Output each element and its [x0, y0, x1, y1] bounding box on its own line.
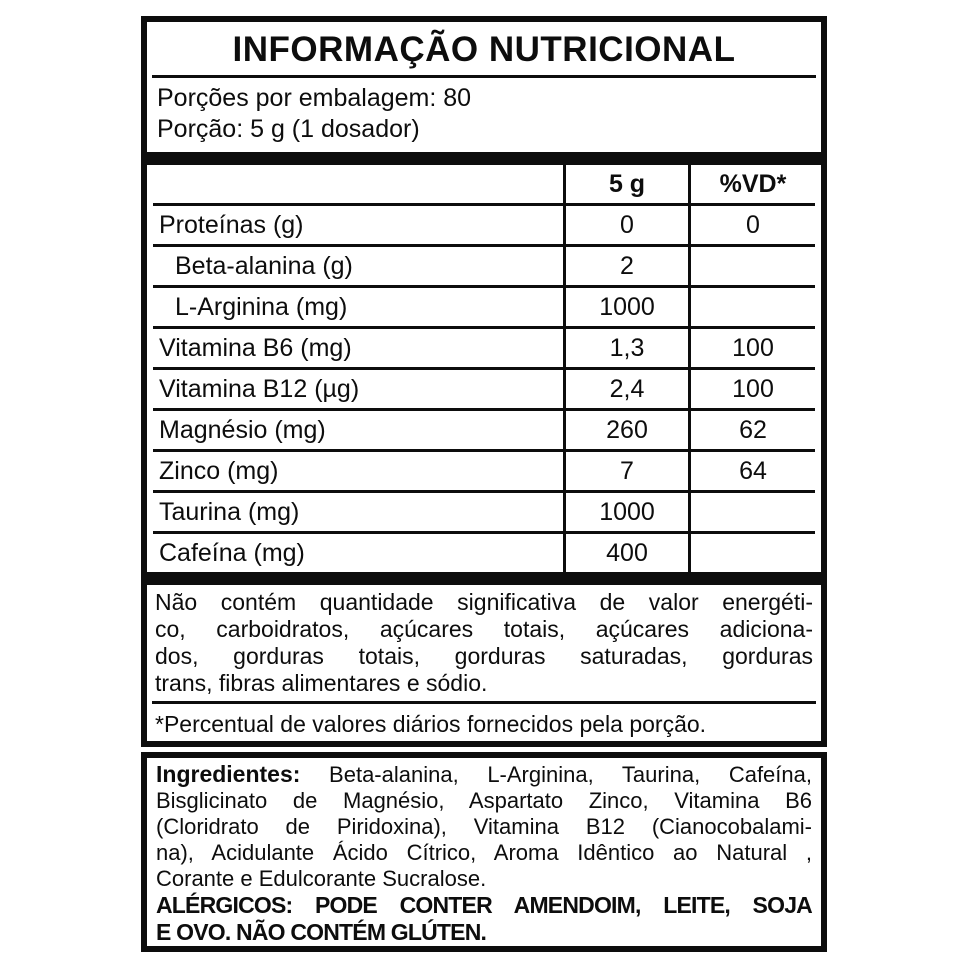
row-amount: 1000: [563, 493, 688, 531]
table-row: [153, 408, 815, 449]
table-row: [153, 449, 815, 490]
row-label: Zinco (mg): [159, 456, 279, 485]
table-row: [153, 244, 815, 285]
ingredients-paragraph: [156, 761, 812, 892]
column-header-amount: 5 g: [563, 165, 688, 203]
serving-size: Porção: 5 g (1 dosador): [157, 115, 420, 143]
note-line: Não contém quantidade significativa de valor energéti-: [155, 589, 813, 615]
row-label: Taurina (mg): [159, 497, 300, 526]
ingredients-line: [156, 761, 812, 788]
no-significant-amounts-note: [147, 585, 821, 699]
note-divider: [152, 701, 816, 704]
allergen-statement: [156, 892, 812, 946]
table-row: [153, 531, 815, 572]
panel-title: INFORMAÇÃO NUTRICIONAL: [232, 30, 736, 69]
row-amount: 2,4: [563, 370, 688, 408]
ingredients-label: Ingredientes:: [156, 761, 301, 787]
servings-per-package: Porções por embalagem: 80: [157, 84, 472, 112]
table-header-row: [153, 165, 815, 203]
row-dv: 100: [688, 329, 815, 367]
separator-bar-bottom: [147, 572, 821, 585]
table-row: [153, 203, 815, 244]
table-row: [153, 490, 815, 531]
row-amount: 1000: [563, 288, 688, 326]
row-dv: [688, 247, 815, 285]
note-line: dos, gorduras totais, gorduras saturadas, gorduras: [155, 643, 813, 669]
row-amount: 260: [563, 411, 688, 449]
table-row: [153, 285, 815, 326]
row-label: L-Arginina (mg): [175, 292, 348, 321]
column-header-nutrient: [153, 165, 563, 203]
row-dv: 0: [688, 206, 815, 244]
allergen-line: E OVO. NÃO CONTÉM GLÚTEN.: [156, 919, 487, 945]
row-label: Magnésio (mg): [159, 415, 326, 444]
note-line: co, carboidratos, açúcares totais, açúcares adiciona-: [155, 616, 813, 642]
row-amount: 400: [563, 534, 688, 572]
row-amount: 1,3: [563, 329, 688, 367]
table-row: [153, 367, 815, 408]
note-line: trans, fibras alimentares e sódio.: [155, 670, 488, 696]
ingredients-line: Bisglicinato de Magnésio, Aspartato Zinco, Vitamina B6: [156, 788, 812, 813]
servings-block: [147, 78, 821, 152]
row-amount: 0: [563, 206, 688, 244]
row-label: Vitamina B12 (µg): [159, 374, 360, 403]
row-dv: [688, 534, 815, 572]
separator-bar-top: [147, 152, 821, 165]
row-dv: [688, 288, 815, 326]
table-row: [153, 326, 815, 367]
ingredients-line: Corante e Edulcorante Sucralose.: [156, 866, 487, 891]
column-header-dv: %VD*: [688, 165, 815, 203]
allergen-line: ALÉRGICOS: PODE CONTER AMENDOIM, LEITE, SOJA: [156, 892, 812, 918]
row-label: Cafeína (mg): [159, 538, 305, 567]
row-dv: [688, 493, 815, 531]
ingredients-line-rest: Beta-alanina, L-Arginina, Taurina, Cafeína,: [329, 762, 812, 787]
nutrition-table: [153, 165, 815, 572]
ingredients-line: na), Acidulante Ácido Cítrico, Aroma Idêntico ao Natural ,: [156, 840, 812, 865]
row-amount: 7: [563, 452, 688, 490]
row-dv: 64: [688, 452, 815, 490]
ingredients-line: (Cloridrato de Piridoxina), Vitamina B12 (Cianocobalami-: [156, 814, 812, 839]
row-dv: 62: [688, 411, 815, 449]
row-label: Proteínas (g): [159, 210, 304, 239]
ingredients-panel: [141, 752, 827, 952]
percent-daily-value-note: *Percentual de valores diários fornecidos pela porção.: [155, 711, 707, 737]
row-label: Beta-alanina (g): [175, 251, 353, 280]
row-dv: 100: [688, 370, 815, 408]
row-amount: 2: [563, 247, 688, 285]
row-label: Vitamina B6 (mg): [159, 333, 352, 362]
nutrition-facts-panel: [141, 16, 827, 747]
